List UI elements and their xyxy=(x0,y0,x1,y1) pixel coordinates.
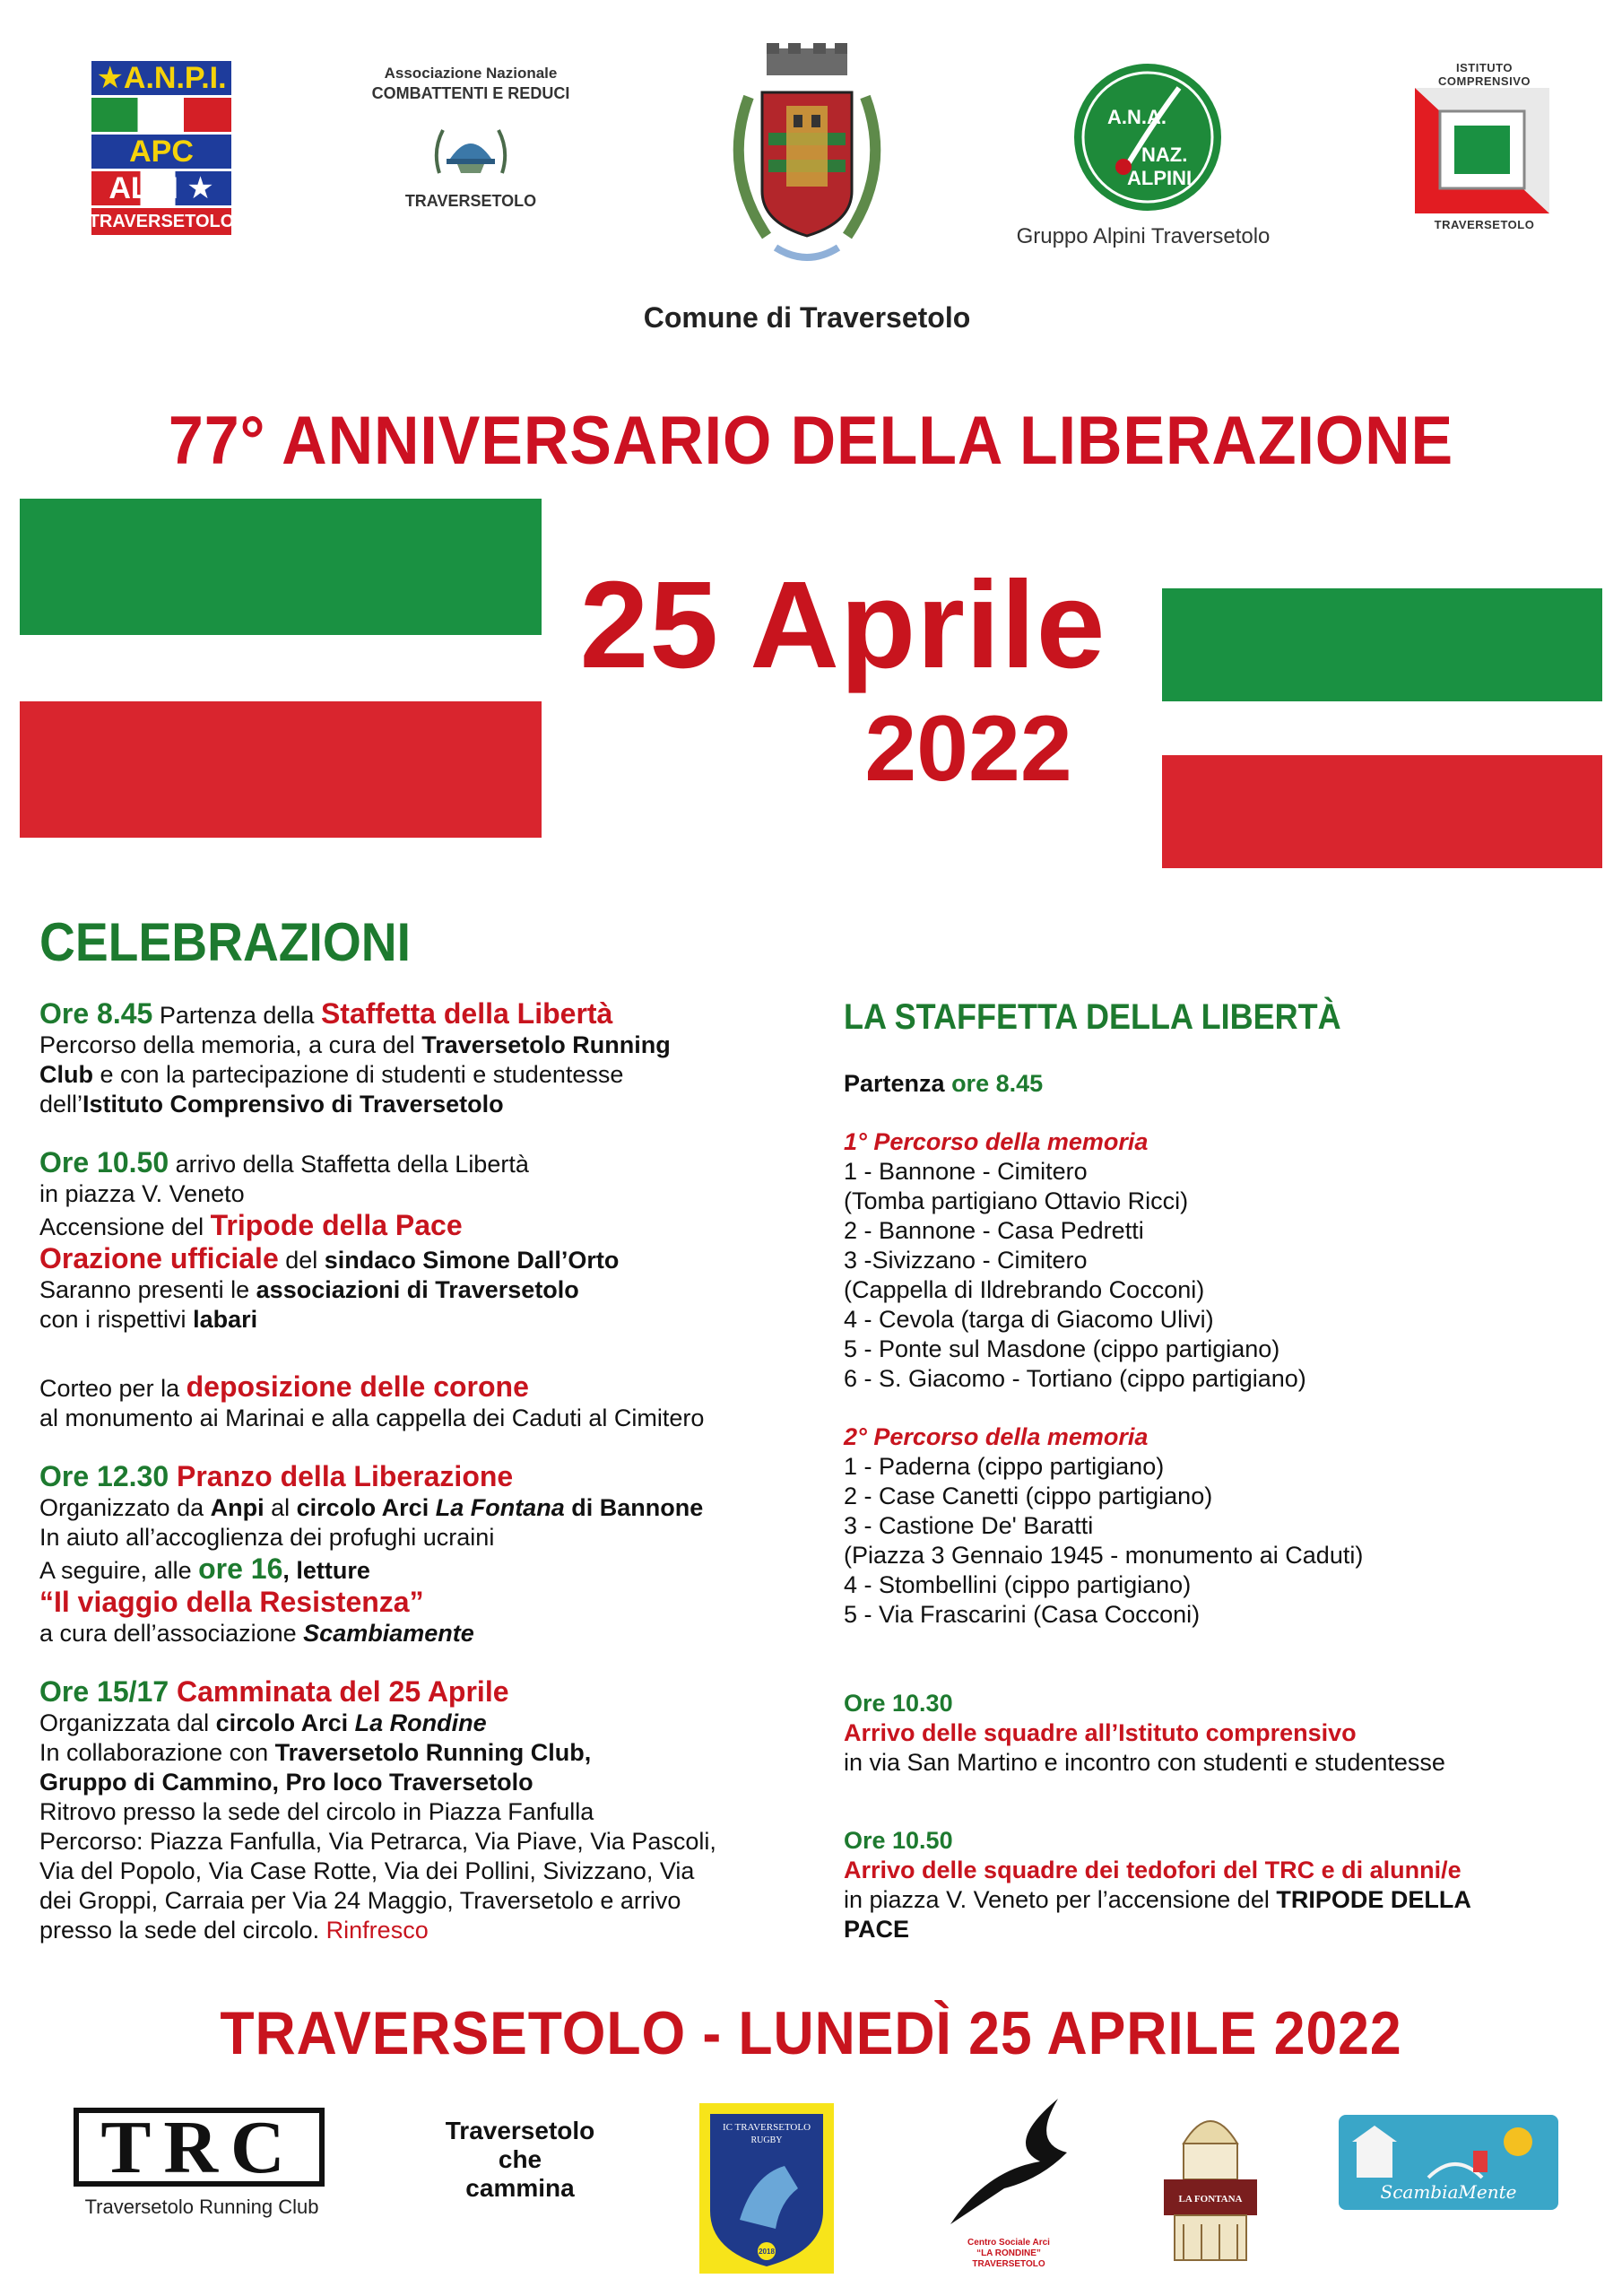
event-bold-italic: Scambiamente xyxy=(303,1620,474,1647)
route-item: (Cappella di Ildrebrando Cocconi) xyxy=(844,1276,1205,1303)
route-2 xyxy=(844,1422,1588,1630)
anpi-logo-line4: ALPI ★ xyxy=(91,171,231,205)
event-text: Percorso: Piazza Fanfulla, Via Petrarca, Via Piave, Via Pascoli, xyxy=(39,1828,716,1855)
event-camminata xyxy=(39,1675,811,1945)
event-bold: Traversetolo Running xyxy=(421,1031,671,1058)
date-heading: 25 Aprile xyxy=(579,556,1106,694)
fontana-text: LA FONTANA xyxy=(1178,2194,1243,2205)
event-text: al xyxy=(264,1494,297,1521)
event-bold: Club xyxy=(39,1061,93,1088)
event-bold: associazioni di Traversetolo xyxy=(256,1276,579,1303)
event-bold: di Bannone xyxy=(564,1494,704,1521)
combattenti-line1: Associazione Nazionale xyxy=(384,65,558,82)
year-heading: 2022 xyxy=(864,697,1072,801)
event-text: In aiuto all’accoglienza dei profughi ucraini xyxy=(39,1524,495,1551)
celebrazioni-heading: CELEBRAZIONI xyxy=(39,912,411,972)
event-highlight: Rinfresco xyxy=(325,1917,429,1944)
event-text: Organizzato da xyxy=(39,1494,211,1521)
la-rondine-logo xyxy=(932,2090,1085,2278)
cammina-line: che xyxy=(498,2145,542,2173)
event-bold: Traversetolo Running Club, xyxy=(274,1739,592,1766)
comune-caption: Comune di Traversetolo xyxy=(643,301,971,334)
combattenti-reduci-logo xyxy=(354,65,587,211)
arrivo-1 xyxy=(844,1689,1588,1778)
partenza-time: ore 8.45 xyxy=(944,1070,1044,1097)
alpini-text1: A.N.A. xyxy=(1107,106,1167,128)
event-corteo xyxy=(39,1370,811,1433)
event-bold: Istituto Comprensivo di Traversetolo xyxy=(82,1091,504,1118)
event-text: Partenza della xyxy=(152,1002,321,1029)
arrivo-2-bold-end: PACE xyxy=(844,1916,910,1943)
event-text: Ritrovo presso la sede del circolo in Piazza Fanfulla xyxy=(39,1798,594,1825)
anpi-logo-flag-strip xyxy=(91,98,231,132)
route-item: (Piazza 3 Gennaio 1945 - monumento ai Caduti) xyxy=(844,1542,1364,1569)
event-time: Ore 10.50 xyxy=(39,1146,169,1178)
event-highlight: Tripode della Pace xyxy=(210,1209,463,1241)
alpini-logo-icon xyxy=(1071,61,1224,213)
istituto-emblem-icon xyxy=(1415,88,1549,213)
comune-crest-icon xyxy=(713,43,901,276)
event-time: ore 16 xyxy=(198,1552,283,1585)
arrivo-2-time: Ore 10.50 xyxy=(844,1827,953,1854)
combattenti-line3: TRAVERSETOLO xyxy=(404,192,537,210)
event-highlight: Orazione ufficiale xyxy=(39,1242,279,1274)
event-bold-italic: La Rondine xyxy=(354,1709,487,1736)
route-1 xyxy=(844,1127,1588,1394)
route-item: 4 - Stombellini (cippo partigiano) xyxy=(844,1571,1192,1598)
route-item: 1 - Bannone - Cimitero xyxy=(844,1158,1088,1185)
anpi-apc-alpi-logo xyxy=(88,61,235,246)
rondine-line3: TRAVERSETOLO xyxy=(972,2259,1045,2269)
traversetolo-che-cammina-logo xyxy=(408,2117,632,2203)
cammina-line: Traversetolo xyxy=(445,2117,595,2144)
event-text: arrivo della Staffetta della Libertà xyxy=(169,1151,529,1178)
rondine-line1: Centro Sociale Arci xyxy=(967,2238,1050,2248)
event-bold: circolo Arci xyxy=(296,1494,436,1521)
anpi-logo-line5: TRAVERSETOLO xyxy=(91,208,231,235)
event-bold: Gruppo di Cammino, Pro loco Traversetolo xyxy=(39,1769,533,1796)
route-item: 5 - Ponte sul Masdone (cippo partigiano) xyxy=(844,1335,1280,1362)
route-item: 3 -Sivizzano - Cimitero xyxy=(844,1247,1088,1274)
event-text: Organizzata dal xyxy=(39,1709,216,1736)
event-highlight: Pranzo della Liberazione xyxy=(169,1460,514,1492)
cammina-line: cammina xyxy=(465,2174,575,2202)
event-bold: sindaco Simone Dall’Orto xyxy=(324,1247,620,1274)
partenza-label: Partenza xyxy=(844,1070,945,1097)
celebrazioni-program xyxy=(39,997,811,1972)
event-text: dell’ xyxy=(39,1091,83,1118)
event-text: a cura dell’associazione xyxy=(39,1620,304,1647)
rugby-line3: 2018 xyxy=(759,2248,775,2256)
alpini-text2: NAZ. xyxy=(1141,144,1188,166)
event-arrivo-staffetta xyxy=(39,1146,811,1335)
trc-caption: Traversetolo Running Club xyxy=(84,2196,319,2218)
combattenti-line2: COMBATTENTI E REDUCI xyxy=(371,84,570,102)
right-flag-red-band xyxy=(1162,755,1602,868)
arrivo-2 xyxy=(844,1826,1588,1944)
event-bold: circolo Arci xyxy=(215,1709,355,1736)
event-text: al monumento ai Marinai e alla cappella dei Caduti al Cimitero xyxy=(39,1405,705,1431)
anpi-logo-line1: ★A.N.P.I. xyxy=(91,61,231,95)
arrivo-2-title: Arrivo delle squadre dei tedofori del TRC e di alunni/e xyxy=(844,1857,1462,1883)
event-text: Via del Popolo, Via Case Rotte, Via dei Pollini, Sivizzano, Via xyxy=(39,1857,695,1884)
swallow-icon xyxy=(932,2090,1085,2233)
route-item: 4 - Cevola (targa di Giacomo Ulivi) xyxy=(844,1306,1214,1333)
event-text: Corteo per la xyxy=(39,1375,186,1402)
event-text: e con la partecipazione di studenti e studentesse xyxy=(93,1061,624,1088)
arrivo-1-text: in via San Martino e incontro con studenti e studentesse xyxy=(844,1749,1445,1776)
arrivo-1-title: Arrivo delle squadre all’Istituto comprensivo xyxy=(844,1719,1357,1746)
event-text: presso la sede del circolo. xyxy=(39,1917,326,1944)
arrivo-2-text: in piazza V. Veneto per l’accensione del xyxy=(844,1886,1277,1913)
la-fontana-logo-icon xyxy=(1157,2090,1264,2269)
event-text: dei Groppi, Carraia per Via 24 Maggio, Traversetolo e arrivo xyxy=(39,1887,681,1914)
alpini-caption: Gruppo Alpini Traversetolo xyxy=(1016,224,1271,248)
event-text: Percorso della memoria, a cura del xyxy=(39,1031,422,1058)
event-time: Ore 8.45 xyxy=(39,997,153,1030)
staffetta-heading: LA STAFFETTA DELLA LIBERTÀ xyxy=(844,997,1341,1037)
anniversary-title: 77° ANNIVERSARIO DELLA LIBERAZIONE xyxy=(168,403,1454,479)
right-flag-green-band xyxy=(1162,588,1602,701)
helmet-laurel-icon xyxy=(430,119,511,182)
istituto-logo-top: ISTITUTO COMPRENSIVO xyxy=(1437,61,1531,88)
istituto-comprensivo-logo xyxy=(1415,61,1554,231)
route-item: 2 - Bannone - Casa Pedretti xyxy=(844,1217,1144,1244)
rugby-line2: RUGBY xyxy=(750,2135,783,2145)
route-item: 6 - S. Giacomo - Tortiano (cippo partigiano) xyxy=(844,1365,1306,1392)
alpini-text3: ALPINI xyxy=(1127,167,1193,189)
event-text: con i rispettivi xyxy=(39,1306,194,1333)
event-text: in piazza V. Veneto xyxy=(39,1180,245,1207)
left-flag-green-band xyxy=(20,499,542,635)
rondine-line2: “LA RONDINE” xyxy=(976,2248,1041,2258)
event-text: A seguire, alle xyxy=(39,1557,199,1584)
istituto-logo-bottom: TRAVERSETOLO xyxy=(1434,218,1535,231)
event-staffetta-partenza xyxy=(39,997,811,1119)
event-text: In collaborazione con xyxy=(39,1739,275,1766)
trc-logo: TRC xyxy=(74,2108,325,2187)
route-item: 3 - Castione De' Baratti xyxy=(844,1512,1094,1539)
event-highlight: deposizione delle corone xyxy=(186,1370,529,1403)
rugby-logo-icon xyxy=(699,2103,834,2274)
anpi-logo-line3: APC xyxy=(91,135,231,169)
event-text: del xyxy=(278,1247,325,1274)
route-item: 5 - Via Frascarini (Casa Cocconi) xyxy=(844,1601,1201,1628)
event-text: Accensione del xyxy=(39,1213,211,1240)
route-1-title: 1° Percorso della memoria xyxy=(844,1128,1149,1155)
route-item: (Tomba partigiano Ottavio Ricci) xyxy=(844,1187,1189,1214)
event-bold: , letture xyxy=(282,1557,370,1584)
route-item: 1 - Paderna (cippo partigiano) xyxy=(844,1453,1165,1480)
route-2-title: 2° Percorso della memoria xyxy=(844,1423,1149,1450)
event-bold-italic: La Fontana xyxy=(435,1494,565,1521)
event-time: Ore 12.30 xyxy=(39,1460,169,1492)
arrivo-2-bold: TRIPODE DELLA xyxy=(1276,1886,1471,1913)
arrivo-1-time: Ore 10.30 xyxy=(844,1690,953,1717)
event-text: Saranno presenti le xyxy=(39,1276,256,1303)
scambiamente-text: ScambiaMente xyxy=(1380,2181,1517,2203)
event-bold: Anpi xyxy=(210,1494,265,1521)
rugby-line1: IC TRAVERSETOLO xyxy=(722,2122,811,2133)
scambiamente-logo xyxy=(1339,2115,1558,2210)
event-highlight: “Il viaggio della Resistenza” xyxy=(39,1586,424,1618)
event-highlight: Staffetta della Libertà xyxy=(320,997,613,1030)
event-bold: labari xyxy=(193,1306,258,1333)
left-flag-red-band xyxy=(20,701,542,838)
event-time: Ore 15/17 xyxy=(39,1675,169,1708)
event-pranzo xyxy=(39,1460,811,1648)
footer-title: TRAVERSETOLO - LUNEDÌ 25 APRILE 2022 xyxy=(220,1999,1402,2067)
route-item: 2 - Case Canetti (cippo partigiano) xyxy=(844,1483,1213,1509)
staffetta-program xyxy=(844,996,1588,1944)
event-highlight: Camminata del 25 Aprile xyxy=(169,1675,509,1708)
